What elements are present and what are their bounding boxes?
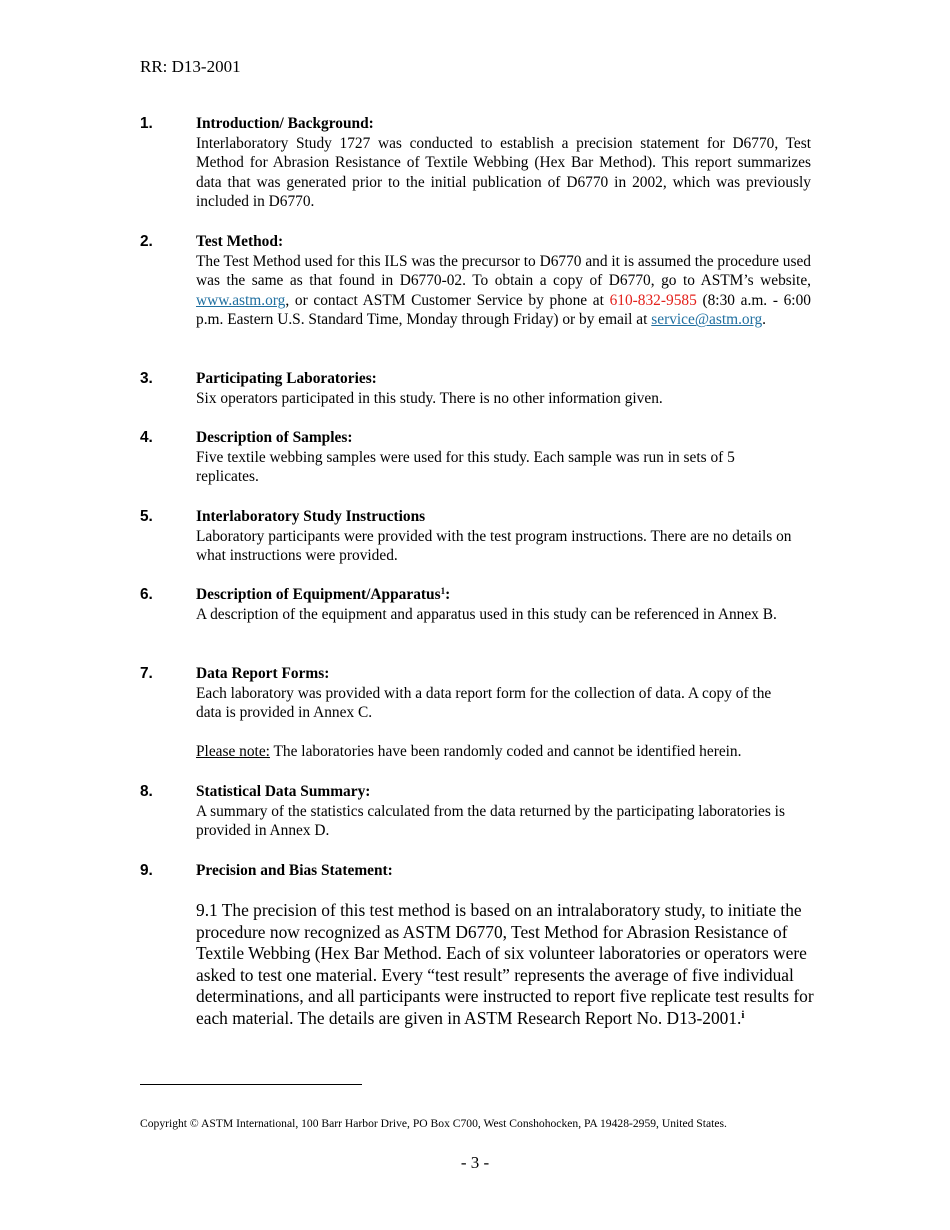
section-title: Participating Laboratories:: [196, 370, 377, 387]
section-title: Precision and Bias Statement:: [196, 862, 393, 879]
text-part: .: [762, 311, 767, 329]
section-number: 3.: [140, 370, 153, 387]
section-data-report-forms: [140, 664, 811, 762]
section-title: Introduction/ Background:: [196, 115, 374, 132]
report-id-header: RR: D13-2001: [140, 57, 241, 76]
note-text: [196, 742, 800, 762]
section-text: A summary of the statistics calculated from the data returned by the participating laboratories is provided in Annex D.: [196, 802, 785, 840]
precision-statement: [196, 900, 816, 1030]
section-description-of-samples: [140, 428, 811, 487]
copyright-notice: Copyright © ASTM International, 100 Barr Harbor Drive, PO Box C700, West Conshohocken, PA 19428-2959, United States.: [140, 1117, 727, 1130]
section-title: Data Report Forms:: [196, 665, 330, 682]
section-text: [196, 252, 811, 330]
section-text: A description of the equipment and apparatus used in this study can be referenced in Annex B.: [196, 605, 777, 623]
section-number: 5.: [140, 508, 153, 525]
phone-number: 610-832-9585: [609, 291, 697, 309]
text-part: , or contact ASTM Customer Service by phone at: [285, 291, 610, 309]
section-statistical-summary: [140, 782, 811, 841]
section-introduction: [140, 114, 811, 212]
section-number: 8.: [140, 783, 153, 800]
section-number: 1.: [140, 115, 153, 132]
section-title: Test Method:: [196, 233, 284, 250]
section-text: Interlaboratory Study 1727 was conducted to establish a precision statement for D6770, Test Method for Abrasion Resistance of Textile Webbing (Hex Bar Method). This report summarizes data that was generated prior to the initial publication of D6770 in 2002, which was previously included in D6770.: [196, 134, 811, 211]
section-number: 9.: [140, 862, 153, 879]
section-text: Five textile webbing samples were used for this study. Each sample was run in sets of 5 replicates.: [196, 448, 735, 486]
section-title: Statistical Data Summary:: [196, 783, 371, 800]
title-text: Description of Equipment/Apparatus: [196, 586, 441, 603]
section-number: 7.: [140, 665, 153, 682]
section-test-method: [140, 232, 811, 330]
section-title: [196, 585, 786, 605]
note-label: Please note:: [196, 743, 270, 761]
section-ils-instructions: [140, 507, 811, 566]
note-body: The laboratories have been randomly coded and cannot be identified herein.: [269, 743, 742, 761]
page-number: - 3 -: [460, 1153, 490, 1172]
section-text: Laboratory participants were provided with the test program instructions. There are no details on what instructions were provided.: [196, 527, 792, 565]
section-text: Six operators participated in this study. There is no other information given.: [196, 389, 663, 407]
section-number: 2.: [140, 233, 153, 250]
text-part: The Test Method used for this ILS was the precursor to D6770 and it is assumed the procedure used was the same as that found in D6770-02. To obtain a copy of D6770, go to ASTM’s website,: [196, 252, 811, 290]
section-precision-bias: [140, 861, 811, 881]
section-title: Interlaboratory Study Instructions: [196, 508, 426, 525]
title-suffix: :: [445, 586, 451, 603]
astm-website-link[interactable]: www.astm.org: [196, 291, 286, 309]
text-part: (8:30 a.m. - 6:00 p.m. Eastern U.S. Standard Time, Monday through Friday) or by email at: [196, 291, 811, 329]
section-participating-laboratories: [140, 369, 811, 408]
service-email-link[interactable]: service@astm.org: [651, 311, 763, 329]
section-number: 4.: [140, 429, 153, 446]
footnote-separator: [140, 1084, 362, 1085]
section-title: Description of Samples:: [196, 429, 353, 446]
footnote-marker: 1: [440, 586, 446, 596]
section-equipment-apparatus: [140, 585, 811, 624]
section-number: 6.: [140, 586, 153, 603]
section-text: Each laboratory was provided with a data report form for the collection of data. A copy of the data is provided in Annex C.: [196, 684, 772, 722]
endnote-marker: i: [741, 1008, 745, 1021]
precision-text: 9.1 The precision of this test method is based on an intralaboratory study, to initiate the procedure now recognized as ASTM D6770, Test Method for Abrasion Resistance of Textile Webbing (Hex Bar Method. Each of six volunteer laboratories or operators were asked to test one material. Every “test result” represents the average of five individual determinations, and all participants were instructed to report five replicate test results for each material. The details are given in ASTM Research Report No. D13-2001.: [196, 900, 814, 1028]
